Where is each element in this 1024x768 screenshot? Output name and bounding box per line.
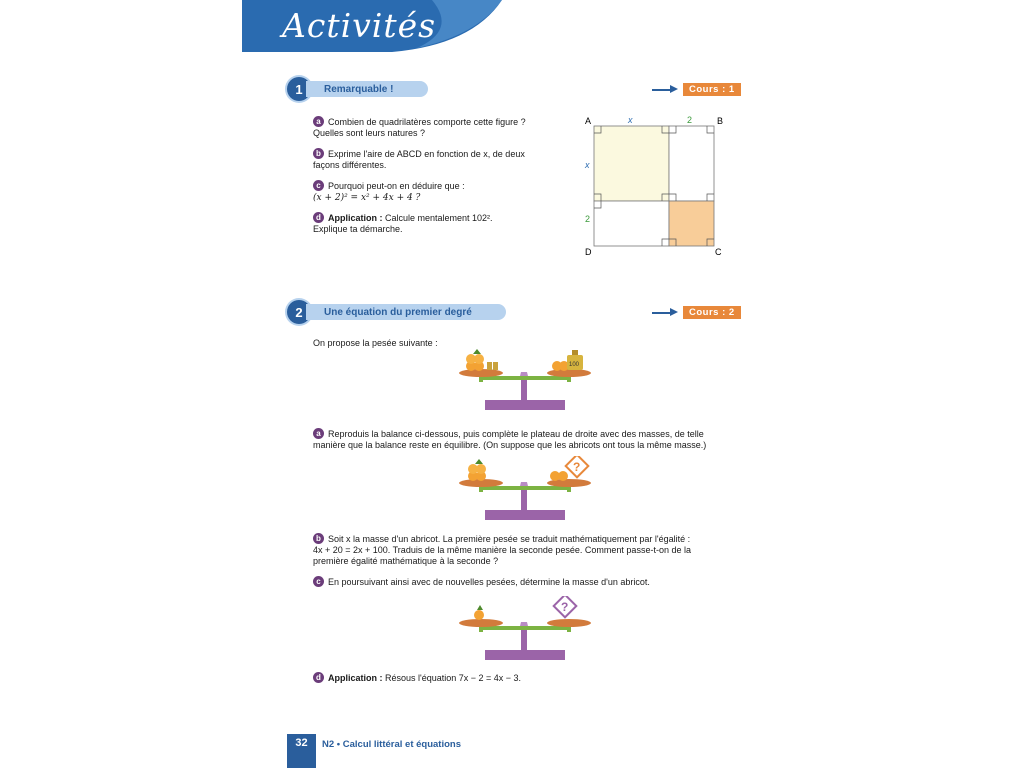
question-2b: b Soit x la masse d'un abricot. La première pesée se traduit mathématiquement par l'égalité : 4x + 20 = 2x + 100. Traduis de la même manière la seconde pesée. Comment passe-t-on de la première égalité mathématique à la seconde ? — [313, 534, 691, 566]
cours-1-badge[interactable]: Cours : 1 — [683, 83, 741, 96]
question-2d: d Application : Résous l'équation 7x − 2 = 4x − 3. — [313, 672, 738, 684]
cours-2-badge[interactable]: Cours : 2 — [683, 306, 741, 319]
weight-100-icon — [567, 350, 583, 370]
question-1b: b Exprime l'aire de ABCD en fonction de x, de deux façons différentes. — [313, 149, 525, 170]
section-1-arrow-line — [652, 89, 672, 91]
page-title: Activités — [282, 6, 437, 45]
question-mark-icon — [554, 596, 577, 617]
label-2-top: 2 — [687, 115, 693, 125]
apricot-icon — [474, 605, 484, 620]
question-letter-c: c — [313, 576, 324, 587]
label-x-top: x — [628, 115, 633, 125]
rect-bottom-left — [594, 201, 669, 246]
section-2-number: 2 — [287, 300, 311, 324]
label-2-left: 2 — [585, 214, 591, 224]
scale-3 — [455, 596, 595, 662]
vertex-d: D — [585, 247, 592, 257]
square-x — [594, 126, 669, 201]
rect-top-right — [669, 126, 714, 201]
vertex-a: A — [585, 116, 592, 126]
question-letter-b: b — [313, 533, 324, 544]
question-letter-d: d — [313, 212, 324, 223]
vertex-c: C — [715, 247, 722, 257]
section-2-arrow-line — [652, 312, 672, 314]
arrow-right-icon — [670, 85, 678, 93]
scale-1 — [455, 346, 595, 412]
question-letter-a: a — [313, 428, 324, 439]
question-1d: d Application : Calcule mentalement 102². Explique ta démarche. — [313, 213, 493, 234]
apricot-icon — [466, 349, 484, 371]
label-x-left: x — [585, 160, 590, 170]
apricot-icon — [468, 459, 486, 481]
page-number: 32 — [287, 734, 316, 768]
chapter-title: N2 • Calcul littéral et équations — [322, 739, 461, 750]
section-2-title: Une équation du premier degré — [324, 306, 472, 318]
section-1-number: 1 — [287, 77, 311, 101]
section-2-title-pill — [306, 304, 506, 320]
question-2a: a Reproduis la balance ci-dessous, puis complète le plateau de droite avec des masses, de telle manière que la balance reste en équilibre. (On suppose que les abricots ont tous la même masse.) — [313, 429, 707, 450]
section-1-title-pill — [306, 81, 428, 97]
section-1-title: Remarquable ! — [324, 83, 394, 95]
question-1c: c Pourquoi peut-on en déduire que : (x + 2)² = x² + 4x + 4 ? — [313, 181, 465, 203]
question-mark-icon — [566, 456, 589, 477]
square-figure — [580, 112, 730, 262]
svg-text:?: ? — [573, 460, 581, 474]
question-1a: a Combien de quadrilatères comporte cette figure ? Quelles sont leurs natures ? — [313, 117, 526, 138]
question-letter-a: a — [313, 116, 324, 127]
svg-text:?: ? — [561, 600, 569, 614]
svg-text:100: 100 — [569, 362, 580, 368]
arrow-right-icon — [670, 308, 678, 316]
question-2c: c En poursuivant ainsi avec de nouvelles pesées, détermine la masse d'un abricot. — [313, 576, 738, 588]
vertex-b: B — [717, 116, 724, 126]
question-letter-c: c — [313, 180, 324, 191]
section-2-intro: On propose la pesée suivante : — [313, 338, 438, 348]
scale-2 — [455, 456, 595, 522]
question-letter-b: b — [313, 148, 324, 159]
question-letter-d: d — [313, 672, 324, 683]
